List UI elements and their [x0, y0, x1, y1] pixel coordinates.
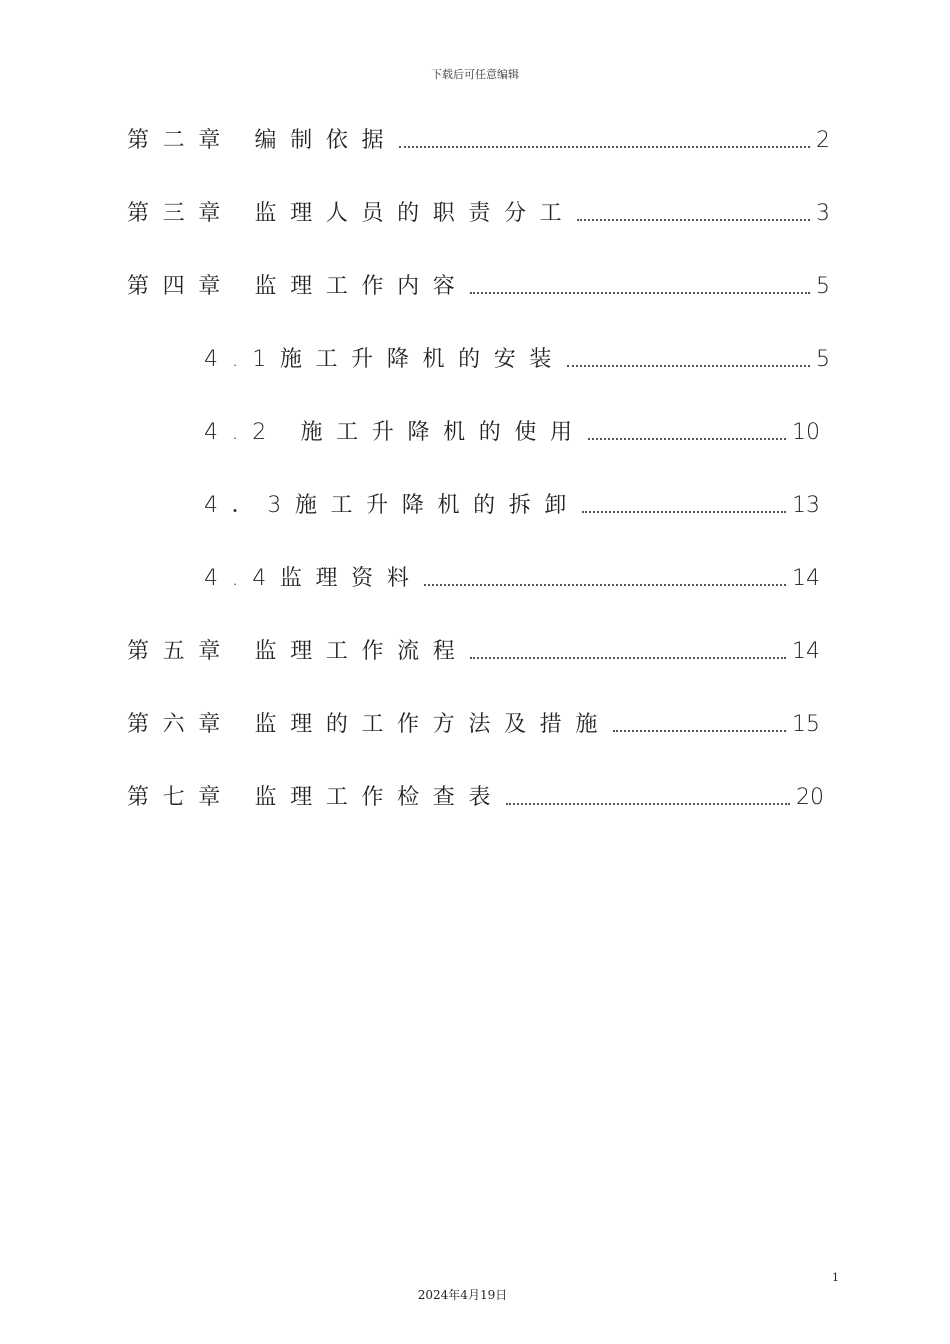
- toc-leader-dots: [613, 729, 786, 732]
- header-note: 下载后可任意编辑: [431, 68, 519, 81]
- toc-entry-title: 第七章 监理工作检查表: [127, 785, 505, 810]
- toc-entry-page: 13: [792, 493, 820, 518]
- toc-entry[interactable]: [127, 272, 830, 302]
- toc-leader-dots: [424, 583, 786, 586]
- toc-entry-page: 20: [796, 785, 824, 810]
- toc-entry-title: 第五章 监理工作流程: [127, 639, 469, 664]
- toc-entry-page: 2: [816, 128, 830, 153]
- toc-entry-page: 5: [816, 274, 830, 299]
- footer-date: 2024年4月19日: [417, 1288, 508, 1302]
- toc-entry-page: 3: [816, 201, 830, 226]
- toc-leader-dots: [470, 656, 786, 659]
- toc-leader-dots: [577, 218, 810, 221]
- toc-leader-dots: [588, 437, 786, 440]
- toc-entry[interactable]: [127, 199, 830, 229]
- toc-entry[interactable]: [204, 418, 820, 448]
- toc-entry-title: 4.1施工升降机的安装: [204, 347, 566, 372]
- toc-entry-page: 14: [792, 639, 820, 664]
- toc-leader-dots: [399, 145, 810, 148]
- toc-entry[interactable]: [127, 710, 820, 740]
- toc-leader-dots: [582, 510, 786, 513]
- toc-entry-page: 10: [792, 420, 820, 445]
- toc-entry-page: 15: [792, 712, 820, 737]
- toc-entry-page: 14: [792, 566, 820, 591]
- toc-entry[interactable]: [127, 637, 820, 667]
- toc-entry[interactable]: [204, 345, 830, 375]
- toc-entry-title: 第三章 监理人员的职责分工: [127, 201, 576, 226]
- toc-entry-title: 4.4监理资料: [204, 566, 423, 591]
- toc-entry-title: 4．3施工升降机的拆卸: [204, 493, 581, 518]
- toc-entry-title: 4.2 施工升降机的使用: [204, 420, 586, 445]
- toc-entry[interactable]: [204, 491, 820, 521]
- toc-entry[interactable]: [204, 564, 820, 594]
- toc-leader-dots: [470, 291, 810, 294]
- toc-entry-page: 5: [816, 347, 830, 372]
- toc-entry-title: 第六章 监理的工作方法及措施: [127, 712, 611, 737]
- toc-leader-dots: [506, 802, 790, 805]
- toc-entry-title: 第四章 监理工作内容: [127, 274, 469, 299]
- toc-entry[interactable]: [127, 126, 830, 156]
- toc-entry[interactable]: [127, 783, 824, 813]
- page-number: 1: [832, 1271, 839, 1284]
- toc-leader-dots: [567, 364, 810, 367]
- toc-entry-title: 第二章 编制依据: [127, 128, 398, 153]
